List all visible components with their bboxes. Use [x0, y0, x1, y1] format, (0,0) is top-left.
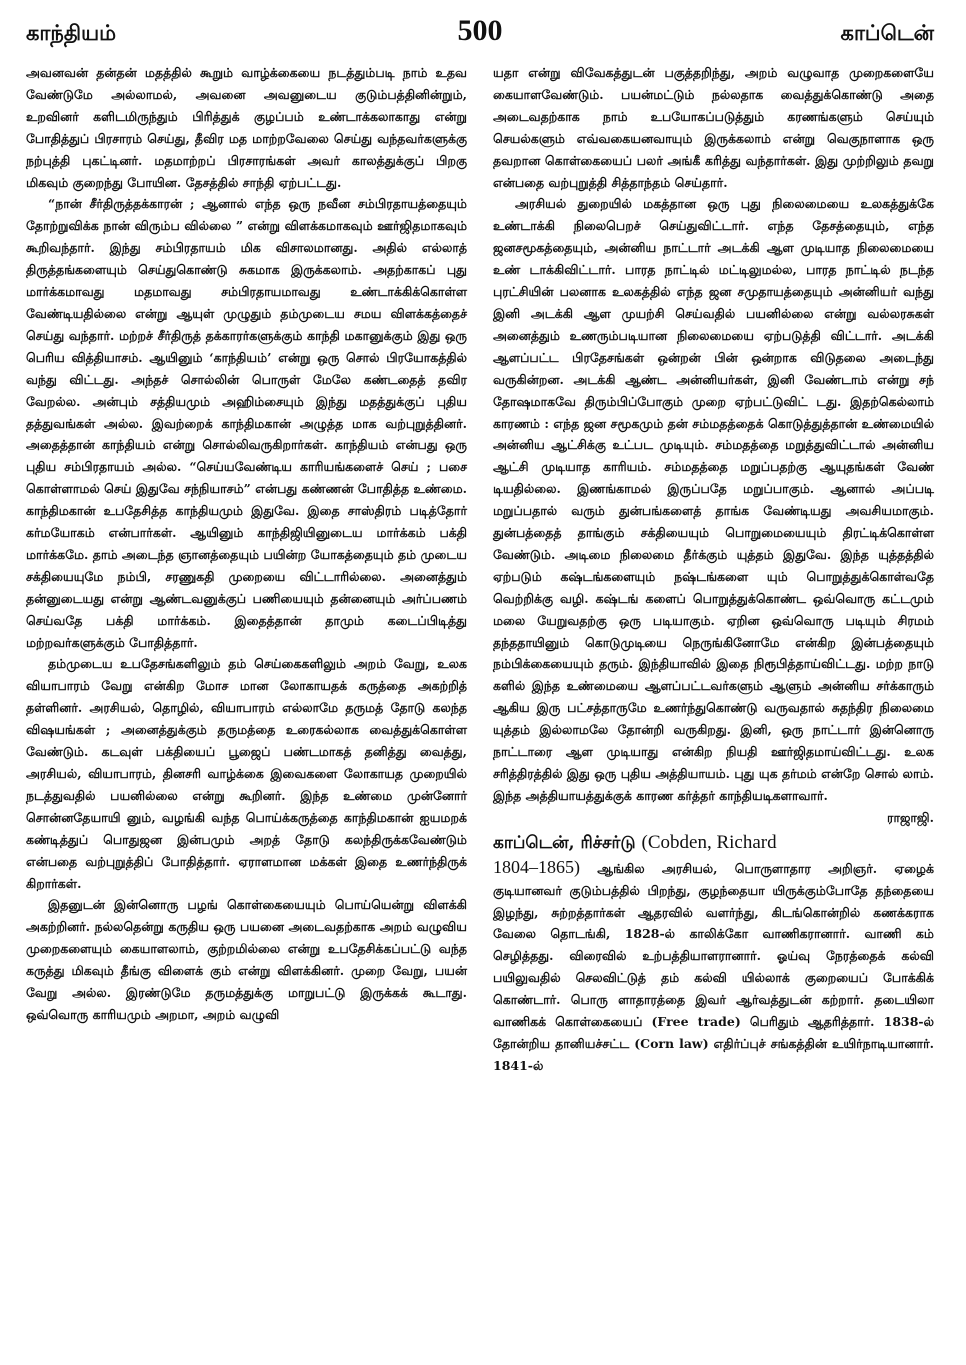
page-number: 500 [457, 14, 503, 47]
entry-headword: காப்டென், ரிச்சர்டு [493, 832, 636, 853]
right-paragraph-1: யதா என்று விவேகத்துடன் பகுத்தறிந்து, அறம் வழுவாத முறைகளையே கையாளவேண்டும். பயன்மட்டும் நல்லதாக வைத்துக்கொண்டு அதை அடைவதற்காக நாம் உபயோகப்படுத்தும் கரணங்களும் செய்யும் செயல்களும் எவ்வகையனவாயும் இருக்கலாம் என்று வெகுநாளாக ஒரு தவறான கொள்கையைப் பலர் அங்கீ கரித்து வந்தார்கள். இது முற்றிலும் தவறு என்பதை வற்புறுத்தி சித்தாந்தம் செய்தார். [493, 65, 934, 190]
entry-years: 1804–1865) [493, 856, 580, 877]
entry-body [493, 857, 934, 1077]
entry-latin-name: (Cobden, Richard [641, 831, 777, 853]
left-paragraph-3: தம்முடைய உபதேசங்களிலும் தம் செய்கைகளிலும் அறம் வேறு, உலக வியாபாரம் வேறு என்கிற மோச மான லோகாயதக் கருத்தை அகற்றித் தள்ளினர். அரசியல், தொழில், வியாபாரம் எல்லாமே தருமத் தோடு கலந்த விஷயங்கள் ; அனைத்துக்கும் தருமத்தை உரைகல்லாக வைத்துக்கொள்ள வேண்டும். கடவுள் பக்தியைப் பூஜைப் பண்டமாகத் தனித்து வைத்து, அரசியல், வியாபாரம், தினசரி வாழ்க்கை இவைகளை லோகாயத முறையில் நடத்துவதில் பயனில்லை என்று கூறினர். இந்த உண்மை முன்னோர் சொன்னதேயாயி னும், வழங்கி வந்த பொய்க்கருத்தை காந்திமகான் ஐயமறக் கண்டித்துப் பொதுஜன இன்பமும் அறத் தோடு கலந்திருக்கவேண்டும் என்பதை வற்புறுத்திப் போதித்தார். ஏராளமான மக்கள் இதை உணர்ந்திருக் கிறார்கள். [26, 656, 467, 891]
entry-text: ஆங்கில அரசியல், பொருளாதார அறிஞர். ஏழைக் குடியானவர் குடும்பத்தில் பிறந்து, குழந்தையா யிருக்கும்போதே தந்தையை இழந்து, சுற்றத்தார்கள் ஆதரவில் வளர்ந்து, கிடங்கொன்றில் கணக்கராக வேலை தொடங்கி, 1828-ல் காலிக்கோ வாணிகரானார். வாணி கம் செழித்தது. விரைவில் உற்பத்தியாளரானார். ஓய்வு நேரத்தைக் கல்வி பயிலுவதில் செலவிட்டுத் தம் கல்வி யில்லாக் குறையைப் போக்கிக் கொண்டார். பொரு ளாதாரத்தை இவர் ஆர்வத்துடன் கற்றார். தடையிலா வாணிகக் கொள்கையைப் (Free trade) பெரிதும் ஆதரித்தார். 1838-ல் தோன்றிய தானியச்சட்ட (Corn law) எதிர்ப்புச் சங்கத்தின் உயிர்நாடியானார். 1841-ல் [493, 860, 934, 1073]
running-head-left: காந்தியம் [26, 20, 116, 45]
entry-heading [493, 829, 934, 857]
page-header [26, 0, 934, 62]
running-head-right: காப்டென் [840, 20, 934, 45]
two-column-body [26, 62, 934, 1077]
left-paragraph-1: அவனவன் தன்தன் மதத்தில் கூறும் வாழ்க்கையை நடத்தும்படி நாம் உதவ வேண்டுமே அல்லாமல், அவனை அவனுடைய குடும்பத்தினின்றும், உறவினர் களிடமிருந்தும் பிரித்துக் குழப்பம் உண்டாக்கலாகாது என்று போதித்துப் பிரசாரம் செய்து, தீவிர மத மாற்றவேலை செய்து வந்தவர்களுக்கு நற்புத்தி புகட்டினர். மதமாற்றப் பிரசாரங்கள் அவர் காலத்துக்குப் பிறகு மிகவும் குறைந்து போயின. தேசத்தில் சாந்தி ஏற்பட்டது. [26, 65, 467, 190]
left-column [26, 62, 467, 1077]
left-paragraph-4: இதனுடன் இன்னொரு பழங் கொள்கையையும் பொய்யென்று விளக்கி அகற்றினர். நல்லதென்று கருதிய ஒரு பயனை அடைவதற்காக அறம் வழுவிய முறைகளையும் கையாளலாம், குற்றமில்லை என்று உபதேசிக்கப்பட்டு வந்த கருத்து மிகவும் தீங்கு விளைக் கும் என்று விளக்கினர். முறை வேறு, பயன் வேறு அல்ல. இரண்டுமே தருமத்துக்கு மாறுபட்டு இருக்கக் கூடாது. ஒவ்வொரு காரியமும் அறமா, அறம் வழுவி [26, 897, 467, 1022]
right-paragraph-2: அரசியல் துறையில் மகத்தான ஒரு புது நிலைமையை உலகத்துக்கே உண்டாக்கி நிலைபெறச் செய்துவிட்டார். எந்த தேசத்தையும், எந்த ஜனசமூகத்தையும், அன்னிய நாட்டார் அடக்கி ஆள முடியாத நிலைமையை உண் டாக்கிவிட்டார். பாரத நாட்டில் மட்டிலுமல்ல, பாரத நாட்டில் நடந்த புரட்சியின் பலனாக உலகத்தில் எந்த ஜன சமுதாயத்தையும் அன்னியர் வந்து இனி அடக்கி ஆள முயற்சி செய்வதில் பயனில்லை என்று வல்லரசுகள் அனைத்தும் உணரும்படியான நிலைமையை ஏற்படுத்தி விட்டார். அடக்கி ஆளப்பட்ட பிரதேசங்கள் ஒன்றன் பின் ஒன்றாக விடுதலை அடைந்து வருகின்றன. அடக்கி ஆண்ட அன்னியர்கள், இனி வேண்டாம் என்று சந் தோஷமாகவே திரும்பிப்போகும் முறை ஏற்பட்டுவிட் டது. இதற்கெல்லாம் காரணம் : எந்த ஜன சமூகமும் தன் சம்மதத்தைக் கொடுத்துத்தான் உண்மையில் அன்னிய ஆட்சிக்கு உட்பட முடியும். சம்மதத்தை மறுத்துவிட்டால் அன்னிய ஆட்சி முடியாத காரியம். சம்மதத்தை மறுப்பதற்கு ஆயுதங்கள் வேண் டியதில்லை. இணங்காமல் இருப்பதே மறுப்பாகும். ஆனால் அப்படி மறுப்பதால் வரும் துன்பங்களைத் தாங்க வேண்டியது அவசியமாகும். துன்பத்தைத் தாங்கும் சக்தியையும் பொறுமையையும் திரட்டிக்கொள்ள வேண்டும். அடிமை நிலைமை தீர்க்கும் யுத்தம் இதுவே. இந்த யுத்தத்தில் ஏற்படும் கஷ்டங்களையும் நஷ்டங்களை யும் பொறுத்துக்கொள்வதே வெற்றிக்கு வழி. கஷ்டங் களைப் பொறுத்துக்கொண்ட ஒவ்வொரு கட்டமும் மலை யேறுவதற்கு ஒரு படியாகும். ஏறின ஒவ்வொரு படியும் சிரமம் தந்ததாயினும் கொடுமுடியை நெருங்கினோமே என்கிற இன்பத்தையும் நம்பிக்கையையும் தரும். இந்தியாவில் இதை நிரூபித்தாய்விட்டது. மற்ற நாடு களில் இந்த உண்மையை ஆளப்பட்டவர்களும் ஆளும் அன்னிய சர்க்காரும் ஆகிய இரு பட்சத்தாருமே உணர்ந்துகொண்டு வருவதால் சுதந்திர நிலைமை யுத்தம் இல்லாமலே தோன்றி வருகிறது. இனி, ஒரு நாட்டார் இன்னொரு நாட்டாரை ஆள முடியாது என்கிற நியதி ஊர்ஜிதமாய்விட்டது. உலக சரித்திரத்தில் இது ஒரு புதிய அத்தியாயம். புது யுக தர்மம் என்றே சொல் லாம். இந்த அத்தியாயத்துக்குக் காரண கர்த்தர் காந்தியடிகளாவார். [493, 196, 934, 803]
author-signature: ராஜாஜி. [886, 809, 934, 825]
right-column [493, 62, 934, 1077]
left-paragraph-2: “நான் சீர்திருத்தக்காரன் ; ஆனால் எந்த ஒரு நவீன சம்பிரதாயத்தையும் தோற்றுவிக்க நான் விரும்ப வில்லை ” என்று விளக்கமாகவும் ஊர்ஜிதமாகவும் கூறிவந்தார். இந்து சம்பிரதாயம் மிக விசாலமானது. அதில் எல்லாத் திருத்தங்களையும் செய்துகொண்டு சுகமாக இருக்கலாம். அதற்காகப் புது மார்க்கமாவது மதமாவது சம்பிரதாயமாவது உண்டாக்கிக்கொள்ள வேண்டியதில்லை என்று ஆயுள் முழுதும் தம்முடைய சமய விளக்கத்தைச் செய்து வந்தார். மற்றச் சீர்திருத் தக்காரர்களுக்கும் காந்தி மகானுக்கும் இது ஒரு பெரிய வித்தியாசம். ஆயினும் ‘காந்தியம்’ என்று ஒரு சொல் பிரயோகத்தில் வந்து விட்டது. அந்தச் சொல்லின் பொருள் மேலே கண்டதைத் தவிர வேறல்ல. அன்பும் சத்தியமும் அஹிம்சையும் இந்து மதத்துக்குப் புதிய தத்துவங்கள் அல்ல. இவற்றைக் காந்திமகான் அழுத்த மாக வற்புறுத்தினர். அதைத்தான் காந்தியம் என்று சொல்லிவருகிறார்கள். காந்தியம் என்பது ஒரு புதிய சம்பிரதாயம் அல்ல. “செய்யவேண்டிய காரியங்களைச் செய் ; பசை கொள்ளாமல் செய் இதுவே சந்நியாசம்” என்பது கண்ணன் போதித்த உண்மை. காந்திமகான் உபதேசித்த காந்தியமும் இதுவே. இதை சாஸ்திரம் படித்தோர் கர்மயோகம் என்பார்கள். ஆயினும் காந்திஜியினுடைய மார்க்கம் பக்தி மார்க்கமே. தாம் அடைந்த ஞானத்தையும் பயின்ற யோகத்தையும் தம் முடைய சக்தியையுமே நம்பி, சரணுகதி முறையை விட்டாரில்லை. அனைத்தும் தன்னுடையது என்று ஆண்டவனுக்குப் பணியையும் தன்னையும் அர்ப்பணம் செய்வதே பக்தி மார்க்கம். இதைத்தான் தாமும் கடைப்பிடித்து மற்றவர்களுக்கும் போதித்தார். [26, 196, 467, 650]
